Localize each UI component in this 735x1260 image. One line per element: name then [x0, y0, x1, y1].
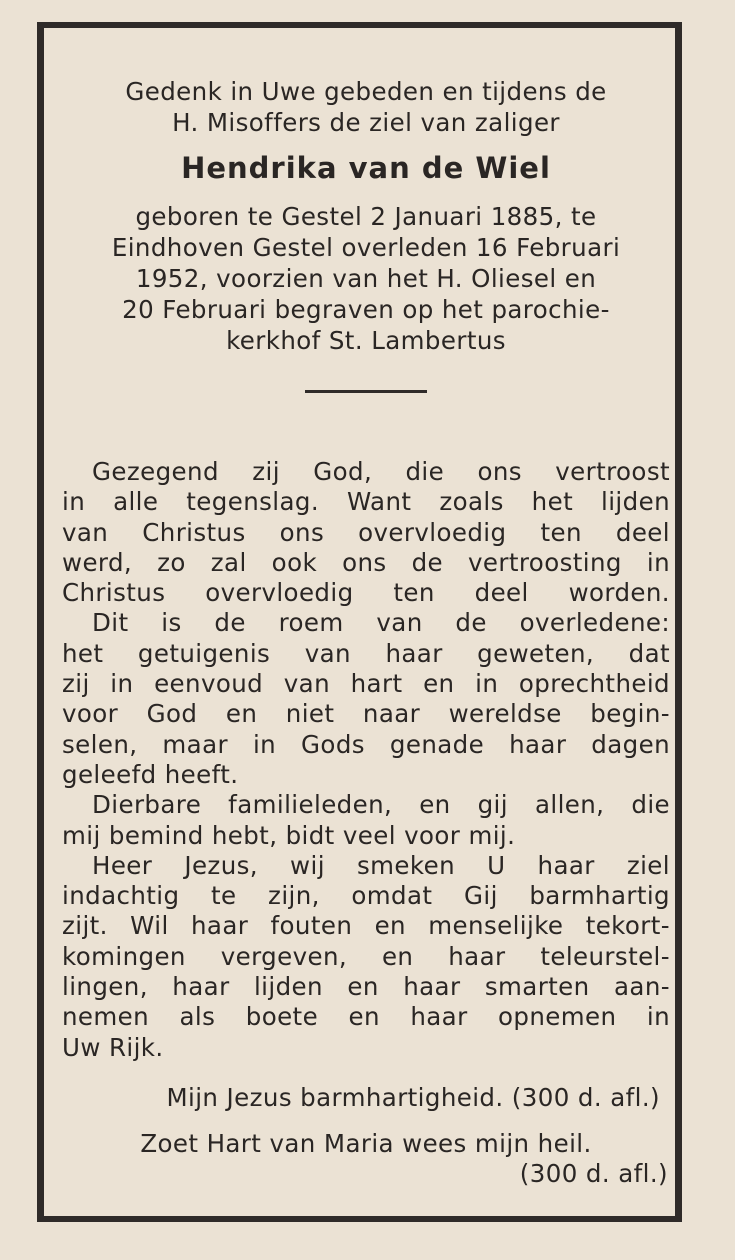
- verse-line: Heer Jezus, wij smeken U haar ziel: [92, 850, 670, 880]
- verse-line: Christus overvloedig ten deel worden.: [62, 578, 670, 608]
- deceased-name: Hendrika van de Wiel: [181, 151, 551, 185]
- verse-line: Dit is de roem van de overledene:: [92, 608, 670, 638]
- verse-line: voor God en niet naar wereldse begin-: [62, 699, 670, 729]
- verse-line: zij in eenvoud van hart en in oprechtheid: [62, 669, 670, 699]
- prayers: [62, 1083, 670, 1189]
- verse-line: indachtig te zijn, omdat Gij barmhartig: [62, 881, 670, 911]
- verse-line: Uw Rijk.: [62, 1032, 164, 1062]
- verse-line: nemen als boete en haar opnemen in: [62, 1002, 670, 1032]
- verse-line: van Christus ons overvloedig ten deel: [62, 517, 670, 547]
- verse-line: lingen, haar lijden en haar smarten aan-: [62, 972, 670, 1002]
- bio-line: 20 Februari begraven op het parochie-: [122, 295, 610, 324]
- verse-line: zijt. Wil haar fouten en menselijke tekort-: [62, 911, 670, 941]
- verse-line: Dierbare familieleden, en gij allen, die: [92, 790, 670, 820]
- header-line: H. Misoffers de ziel van zaliger: [172, 108, 560, 137]
- verse-line: geleefd heeft.: [62, 759, 239, 789]
- divider: [305, 390, 427, 393]
- verse-line: het getuigenis van haar geweten, dat: [62, 638, 670, 668]
- prayer-maria: Zoet Hart van Maria wees mijn heil.: [140, 1128, 592, 1158]
- verse-line: selen, maar in Gods genade haar dagen: [62, 729, 670, 759]
- bio-line: 1952, voorzien van het H. Oliesel en: [135, 264, 597, 293]
- prayer-maria-indulgence: (300 d. afl.): [519, 1158, 668, 1188]
- verse-line: in alle tegenslag. Want zoals het lijden: [62, 487, 670, 517]
- remembrance-header: [62, 76, 670, 138]
- verse-line: Gezegend zij God, die ons vertroost: [92, 457, 670, 486]
- verse-line: werd, zo zal ook ons de vertroosting in: [62, 547, 670, 577]
- card-content: [62, 76, 670, 1189]
- bio-line: kerkhof St. Lambertus: [226, 326, 506, 355]
- bio-line: Eindhoven Gestel overleden 16 Februari: [111, 233, 621, 262]
- biography: [62, 201, 670, 356]
- header-line: Gedenk in Uwe gebeden en tijdens de: [125, 77, 607, 106]
- prayer-jesus: Mijn Jezus barmhartigheid. (300 d. afl.): [166, 1082, 660, 1112]
- verse-line: mij bemind hebt, bidt veel voor mij.: [62, 820, 516, 850]
- verse-line: komingen vergeven, en haar teleurstel-: [62, 941, 670, 971]
- bio-line: geboren te Gestel 2 Januari 1885, te: [135, 202, 597, 231]
- verse-text: [62, 457, 670, 1063]
